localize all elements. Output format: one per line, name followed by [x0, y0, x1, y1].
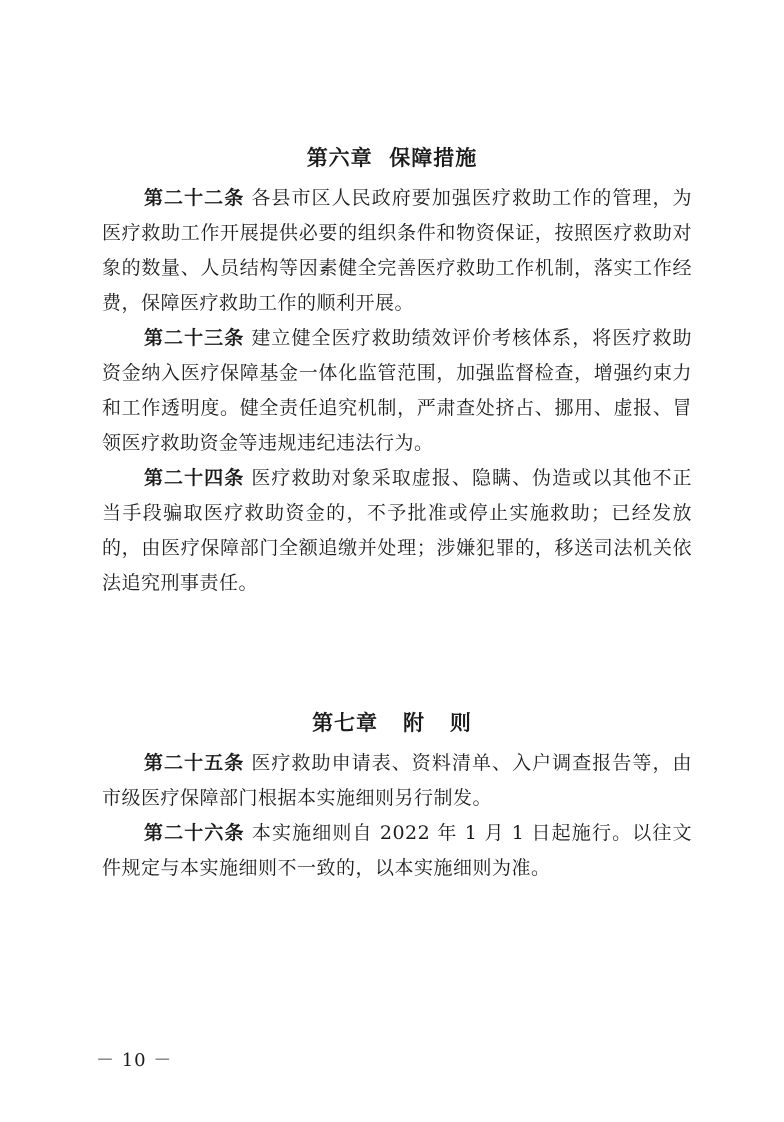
article-25-label: 第二十五条: [144, 752, 245, 774]
chapter-6-body: [102, 181, 692, 601]
chapter-6-title: 第六章 保障措施: [306, 145, 478, 170]
article-23-text: 建立健全医疗救助绩效评价考核体系，将医疗救助资金纳入医疗保障基金一体化监管范围，加强监督检查，增强约束力和工作透明度。健全责任追究机制，严肃查处挤占、挪用、虚报、冒领医疗救助资金等违规违纪违法行为。: [102, 327, 692, 454]
article-23: [102, 321, 692, 461]
article-24-text: 医疗救助对象采取虚报、隐瞒、伪造或以其他不正当手段骗取医疗救助资金的，不予批准或停止实施救助；已经发放的，由医疗保障部门全额追缴并处理；涉嫌犯罪的，移送司法机关依法追究刑事责任。: [102, 467, 692, 594]
article-22-text: 各县市区人民政府要加强医疗救助工作的管理，为医疗救助工作开展提供必要的组织条件和物资保证，按照医疗救助对象的数量、人员结构等因素健全完善医疗救助工作机制，落实工作经费，保障医疗救助工作的顺利开展。: [102, 187, 692, 314]
article-24: [102, 461, 692, 601]
article-25-text: 医疗救助申请表、资料清单、入户调查报告等，由市级医疗保障部门根据本实施细则另行制发。: [102, 752, 692, 809]
article-23-label: 第二十三条: [144, 327, 245, 349]
chapter-7-body: [102, 746, 692, 886]
article-22: [102, 181, 692, 321]
article-22-label: 第二十二条: [144, 187, 245, 209]
chapter-7-title: 第七章 附 则: [312, 710, 472, 735]
article-25: [102, 746, 692, 816]
article-26-label: 第二十六条: [144, 822, 245, 844]
article-26: [102, 816, 692, 886]
page-number: － 10 －: [96, 1050, 173, 1071]
article-24-label: 第二十四条: [144, 467, 245, 489]
article-26-text: 本实施细则自 2022 年 1 月 1 日起施行。以往文件规定与本实施细则不一致的，以本实施细则为准。: [102, 822, 692, 879]
